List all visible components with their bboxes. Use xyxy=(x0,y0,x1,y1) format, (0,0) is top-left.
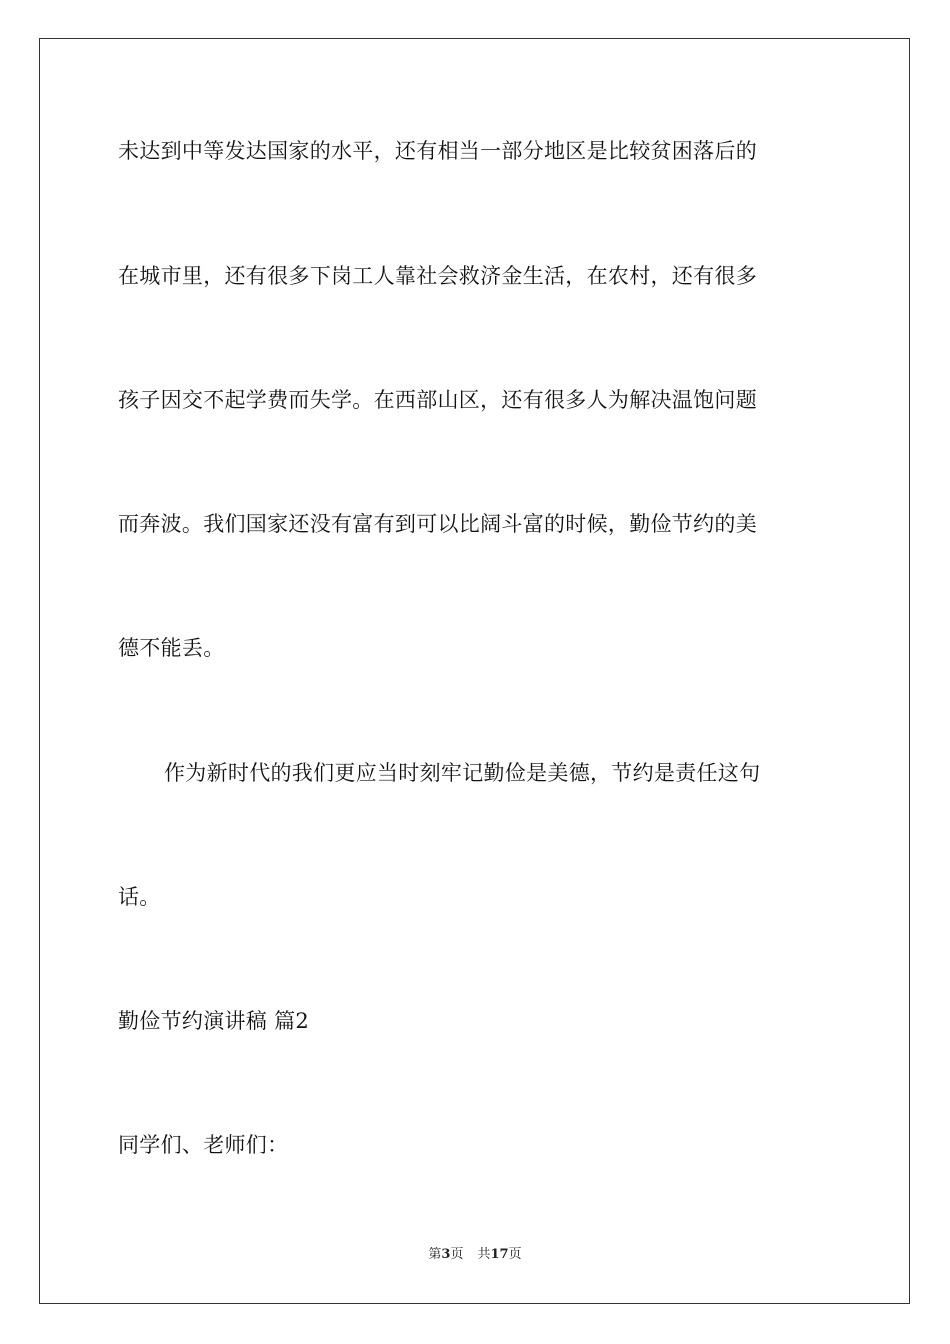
total-suffix: 页 xyxy=(508,1247,522,1262)
page-suffix: 页 xyxy=(450,1247,464,1262)
page-number: 3 xyxy=(441,1247,451,1262)
paragraph-line-2: 在城市里，还有很多下岗工人靠社会救济金生活，在农村，还有很多 xyxy=(118,264,757,288)
paragraph-line-3: 孩子因交不起学费而失学。在西部山区，还有很多人为解决温饱问题 xyxy=(118,388,757,412)
paragraph-line-1: 未达到中等发达国家的水平，还有相当一部分地区是比较贫困落后的 xyxy=(118,139,757,163)
paragraph-line-7: 话。 xyxy=(118,885,161,909)
salutation: 同学们、老师们： xyxy=(118,1133,289,1157)
paragraph-line-5: 德不能丢。 xyxy=(118,636,225,660)
page-footer xyxy=(0,1246,950,1264)
paragraph-line-4: 而奔波。我们国家还没有富有到可以比阔斗富的时候，勤俭节约的美 xyxy=(118,512,757,536)
total-pages: 17 xyxy=(490,1247,509,1262)
section-heading: 勤俭节约演讲稿 篇2 xyxy=(118,1009,310,1033)
page-prefix: 第 xyxy=(428,1247,442,1262)
page-border xyxy=(39,38,910,1304)
total-prefix: 共 xyxy=(477,1247,491,1262)
paragraph-line-6: 作为新时代的我们更应当时刻牢记勤俭是美德，节约是责任这句 xyxy=(164,761,761,785)
